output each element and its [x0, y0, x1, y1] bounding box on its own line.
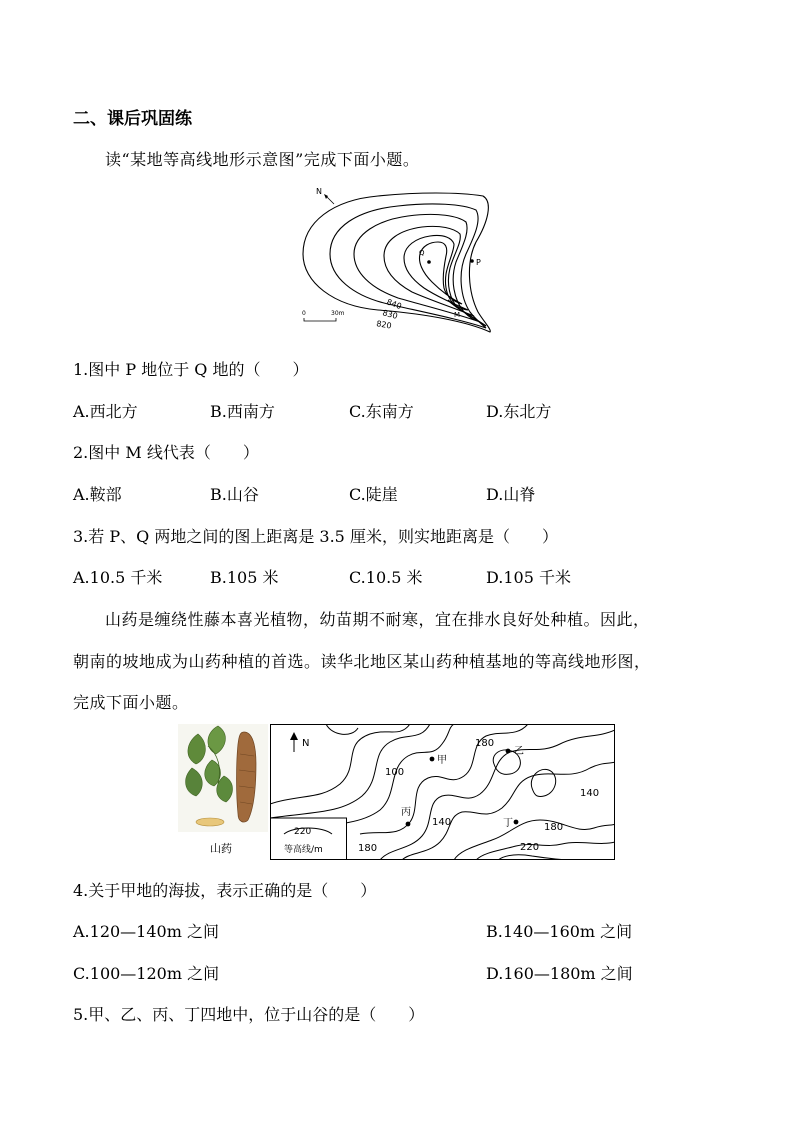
question-4-option-c[interactable]: C.100—120m 之间: [73, 964, 220, 983]
question-2-option-b[interactable]: B.山谷: [210, 485, 259, 504]
north-arrow-icon: [326, 196, 334, 204]
question-3-stem: 3.若 P、Q 两地之间的图上距离是 3.5 厘米，则实地距离是（ ）: [73, 527, 558, 546]
question-4-stem: 4.关于甲地的海拔，表示正确的是（ ）: [73, 881, 377, 900]
question-3-option-c[interactable]: C.10.5 米: [349, 568, 423, 587]
label-p: P: [476, 258, 481, 267]
label-ding: 丁: [503, 818, 513, 829]
point-ding-icon: [514, 820, 519, 825]
contour-label-140-mid: 140: [432, 817, 452, 828]
yam-caption: 山药: [210, 842, 232, 855]
question-3-option-b[interactable]: B.105 米: [210, 568, 279, 587]
yam-plant-illustration: [178, 724, 268, 832]
scale-bar: [304, 318, 336, 321]
point-jia-icon: [430, 757, 435, 762]
question-5-stem: 5.甲、乙、丙、丁四地中，位于山谷的是（ ）: [73, 1005, 425, 1024]
contour-label-840: 840: [385, 297, 403, 312]
legend-label: 等高线/m: [284, 845, 323, 855]
question-4-option-a[interactable]: A.120—140m 之间: [73, 922, 219, 941]
question-1-option-d[interactable]: D.东北方: [486, 402, 552, 421]
question-4-option-b[interactable]: B.140—160m 之间: [486, 922, 633, 941]
contour-label-820: 820: [375, 319, 393, 331]
question-3-option-d[interactable]: D.105 千米: [486, 568, 571, 587]
label-yi: 乙: [514, 746, 524, 757]
question-2-stem: 2.图中 M 线代表（ ）: [73, 443, 259, 462]
contour-label-100: 100: [385, 767, 405, 778]
contour-map-figure-1: [298, 182, 498, 337]
intro-text-2-line-2: 朝南的坡地成为山药种植的首选。读华北地区某山药种植基地的等高线地形图，: [73, 652, 651, 671]
north-label: N: [316, 187, 322, 196]
point-bing-icon: [406, 822, 411, 827]
label-q: Q: [419, 249, 425, 257]
question-2-option-c[interactable]: C.陡崖: [349, 485, 398, 504]
contour-map-figure-2: [270, 724, 615, 860]
contour-label-180-bottom: 180: [358, 843, 378, 854]
intro-text-2-line-3: 完成下面小题。: [73, 693, 189, 712]
question-1-stem: 1.图中 P 地位于 Q 地的（ ）: [73, 360, 309, 379]
scale-length-label: 30m: [331, 310, 345, 317]
intro-text-2-line-1: 山药是缠绕性藤本喜光植物，幼苗期不耐寒，宜在排水良好处种植。因此，: [105, 610, 650, 629]
label-bing: 丙: [401, 807, 411, 818]
point-yi-icon: [506, 749, 511, 754]
contour-label-180-top: 180: [475, 738, 495, 749]
question-2-option-a[interactable]: A.鞍部: [73, 485, 122, 504]
contour-label-140-right: 140: [580, 788, 600, 799]
question-4-option-d[interactable]: D.160—180m 之间: [486, 964, 633, 983]
contour-label-180-right: 180: [544, 822, 564, 833]
point-p-icon: [470, 259, 474, 263]
question-2-option-d[interactable]: D.山脊: [486, 485, 536, 504]
point-q-icon: [427, 260, 431, 264]
question-1-option-c[interactable]: C.东南方: [349, 402, 414, 421]
label-m: M: [454, 311, 461, 319]
contour-label-220-bottom: 220: [520, 842, 540, 853]
intro-text-1: 读“某地等高线地形示意图”完成下面小题。: [105, 150, 420, 169]
section-title: 二、课后巩固练: [73, 109, 192, 129]
question-3-option-a[interactable]: A.10.5 千米: [73, 568, 163, 587]
north-label-2: N: [302, 738, 310, 749]
label-jia: 甲: [437, 755, 447, 766]
question-1-option-b[interactable]: B.西南方: [210, 402, 275, 421]
question-1-option-a[interactable]: A.西北方: [73, 402, 138, 421]
scale-zero-label: 0: [302, 310, 306, 317]
contour-label-830: 830: [381, 308, 399, 321]
legend-value: 220: [294, 827, 312, 837]
